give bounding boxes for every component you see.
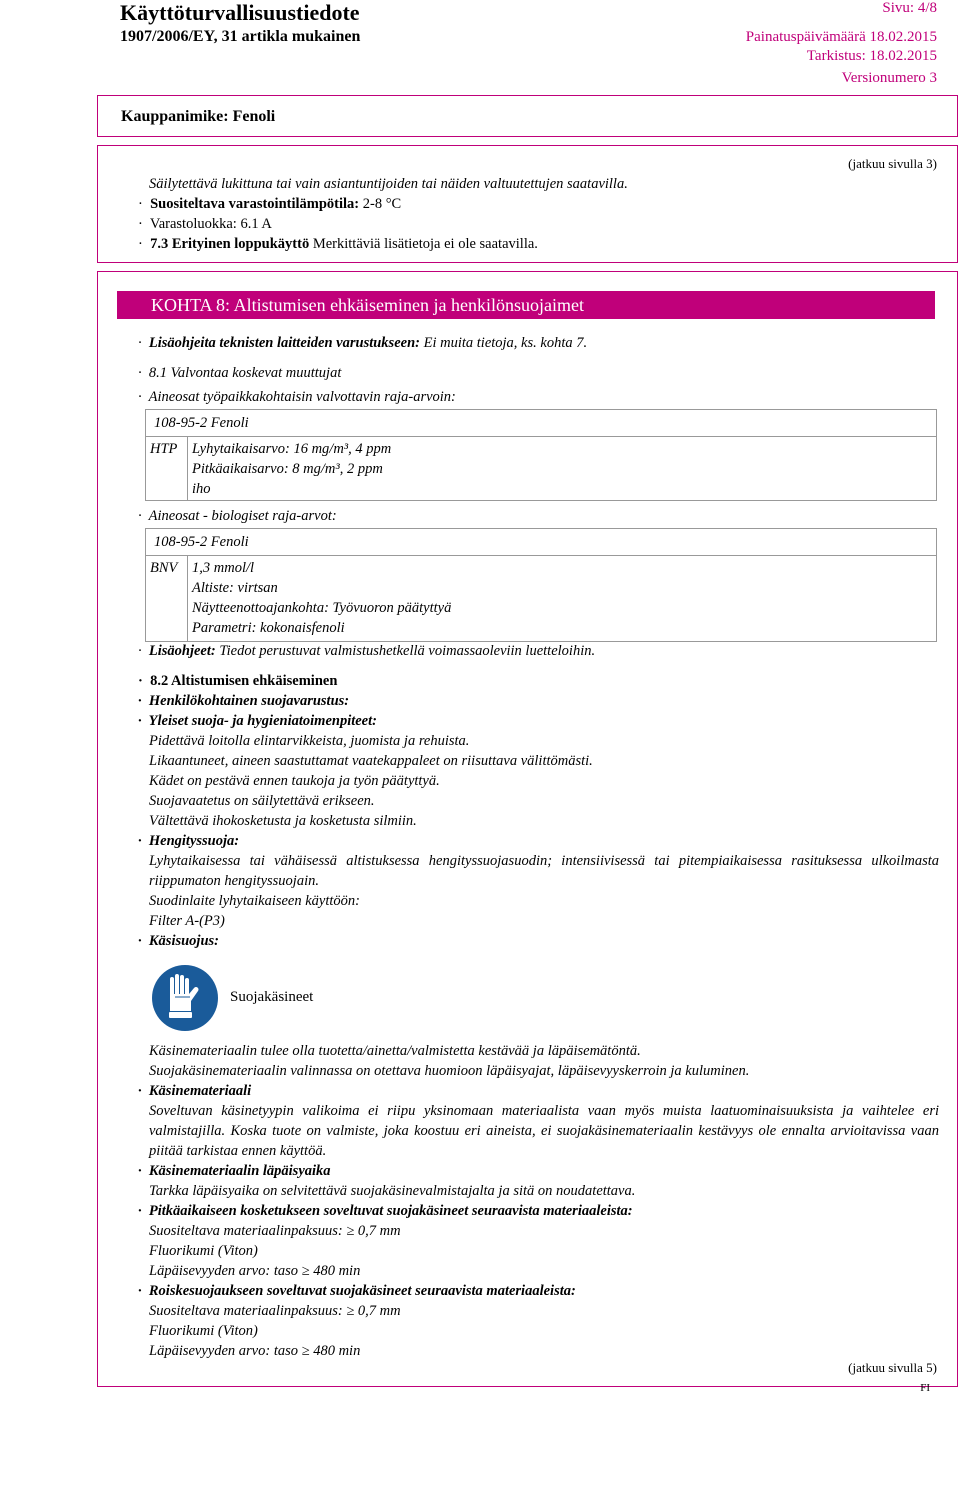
print-date: Painatuspäivämäärä 18.02.2015 xyxy=(745,29,937,45)
hygiene-line: Likaantuneet, aineen saastuttamat vaatekappaleet on riisuttava välittömästi. xyxy=(149,753,593,769)
long-label-text: Pitkäaikaiseen kosketukseen soveltuvat suojakäsineet seuraavista materiaaleista: xyxy=(148,1203,633,1219)
hygiene-line: Pidettävä loitolla elintarvikkeista, juomista ja rehuista. xyxy=(149,733,470,749)
end-use-label: 7.3 Erityinen loppukäyttö xyxy=(150,236,310,252)
resp-label-text: Hengityssuoja: xyxy=(148,833,240,849)
hygiene-label-text: Yleiset suoja- ja hygieniatoimenpiteet: xyxy=(148,713,377,729)
bio-limits-label xyxy=(138,506,337,526)
bio-limits-table xyxy=(145,528,937,642)
continued-to: (jatkuu sivulla 5) xyxy=(848,1360,937,1375)
bio-label-text: Aineosat - biologiset raja-arvot: xyxy=(148,508,337,524)
respiratory-label xyxy=(138,831,239,851)
exposure-limits-table xyxy=(145,409,937,501)
section8-heading: KOHTA 8: Altistumisen ehkäiseminen ja henkilönsuojaimet xyxy=(151,295,585,315)
glove-requirement: Käsinemateriaalin tulee olla tuotetta/ainetta/valmistetta kestävää ja läpäisemätöntä. xyxy=(149,1043,641,1059)
penetration-text: Tarkka läpäisyaika on selvitettävä suojakäsinevalmistajalta ja sitä on noudatettava. xyxy=(149,1183,636,1199)
long-contact-line: Suositeltava materiaalinpaksuus: ≥ 0,7 mm xyxy=(149,1223,401,1239)
splash-line: Fluorikumi (Viton) xyxy=(149,1323,258,1339)
htp-skin: iho xyxy=(192,481,211,497)
section-8-2-title: 8.2 Altistumisen ehkäiseminen xyxy=(150,673,338,689)
respiratory-text: Lyhytaikaisessa tai vähäisessä altistuksessa hengityssuojasuodin; intensiivisessä tai pitempiaikaisessa rasituksessa ulkoilmasta riippumaton hengityssuojain. xyxy=(149,853,939,889)
hand-label-text: Käsisuojus: xyxy=(148,933,219,949)
ppe-label xyxy=(138,691,349,711)
storage-class-value: 6.1 A xyxy=(240,216,272,232)
storage-temp-label: Suositeltava varastointilämpötila: xyxy=(150,196,360,212)
penetration-label xyxy=(138,1161,331,1181)
tech-label: Lisäohjeita teknisten laitteiden varustukseen: xyxy=(148,335,420,351)
htp-short-term: Lyhytaikaisarvo: 16 mg/m³, 4 ppm xyxy=(192,441,392,457)
section-8-1-heading xyxy=(138,363,341,383)
language-code: FI xyxy=(920,1382,930,1394)
penetration-label-text: Käsinemateriaalin läpäisyaika xyxy=(148,1163,331,1179)
hygiene-line: Vältettävä ihokosketusta ja kosketusta silmiin. xyxy=(149,813,417,829)
storage-class-label: Varastoluokka: xyxy=(149,216,237,232)
material-label-text: Käsinemateriaali xyxy=(148,1083,252,1099)
info-value: Tiedot perustuvat valmistushetkellä voimassaoleviin luetteloihin. xyxy=(219,643,596,659)
tech-measures xyxy=(138,333,587,353)
bnv-value: 1,3 mmol/l xyxy=(192,560,255,576)
htp-code: HTP xyxy=(150,441,178,457)
splash-label xyxy=(138,1281,576,1301)
limits-substance: 108-95-2 Fenoli xyxy=(154,415,249,431)
end-use-value: Merkittäviä lisätietoja ei ole saatavilla. xyxy=(312,236,538,252)
ppe-label-text: Henkilökohtainen suojavarustus: xyxy=(148,693,350,709)
long-contact-label xyxy=(138,1201,633,1221)
info-label: Lisäohjeet: xyxy=(148,643,216,659)
splash-label-text: Roiskesuojaukseen soveltuvat suojakäsineet seuraavista materiaaleista: xyxy=(148,1283,576,1299)
htp-long-term: Pitkäaikaisarvo: 8 mg/m³, 2 ppm xyxy=(192,461,383,477)
bnv-code: BNV xyxy=(150,560,178,576)
specific-end-use xyxy=(138,234,538,254)
long-contact-line: Läpäisevyyden arvo: taso ≥ 480 min xyxy=(149,1263,361,1279)
section-8-2-heading xyxy=(138,671,337,691)
trade-name: Kauppanimike: Fenoli xyxy=(121,108,276,125)
hand-protection-label xyxy=(138,931,219,951)
section7-continuation-box xyxy=(97,145,958,263)
revision-date: Tarkistus: 18.02.2015 xyxy=(806,48,937,64)
glove-requirement: Suojakäsinemateriaalin valinnassa on otettava huomioon läpäisyajat, läpäisevyyskerroin ja kuluminen. xyxy=(149,1063,750,1079)
filter-value: Filter A-(P3) xyxy=(149,913,225,929)
exposure-limits-label xyxy=(138,387,456,407)
long-contact-line: Fluorikumi (Viton) xyxy=(149,1243,258,1259)
bnv-parameter: Parametri: kokonaisfenoli xyxy=(192,620,345,636)
splash-line: Läpäisevyyden arvo: taso ≥ 480 min xyxy=(149,1343,361,1359)
document-title: Käyttöturvallisuustiedote xyxy=(120,0,360,25)
bnv-sampling: Näytteenottoajankohta: Työvuoron päätyttyä xyxy=(192,600,452,616)
gloves-caption: Suojakäsineet xyxy=(230,989,314,1005)
trade-name-box xyxy=(97,95,958,137)
bio-substance: 108-95-2 Fenoli xyxy=(154,534,249,550)
gloves-icon xyxy=(151,964,219,1032)
storage-temp-value: 2-8 °C xyxy=(362,196,402,212)
storage-temperature xyxy=(138,194,401,214)
limits-label-text: Aineosat työpaikkakohtaisin valvottavin raja-arvoin: xyxy=(148,389,456,405)
bnv-matrix: Altiste: virtsan xyxy=(192,580,278,596)
section-8-1-title: 8.1 Valvontaa koskevat muuttujat xyxy=(148,365,342,381)
hygiene-line: Suojavaatetus on säilytettävä erikseen. xyxy=(149,793,375,809)
version-number: Versionumero 3 xyxy=(841,70,937,86)
glove-material-text: Soveltuvan käsinetyypin valikoima ei riipu yksinomaan materiaalista vaan myös muista laatuominaisuuksista ja vaihtelee eri valmistajilla. Koska tuote on valmiste, joka koostuu eri aineista, ei suojakäsinemateriaalin kestävyys ole ennalta arvioitavissa vaan piitää tarkistaa ennen käyttöä. xyxy=(149,1103,939,1159)
hygiene-label xyxy=(138,711,377,731)
section8-box xyxy=(97,271,958,1387)
filter-label: Suodinlaite lyhytaikaiseen käyttöön: xyxy=(149,893,360,909)
hygiene-line: Kädet on pestävä ennen taukoja ja työn päätyttyä. xyxy=(149,773,440,789)
splash-line: Suositeltava materiaalinpaksuus: ≥ 0,7 mm xyxy=(149,1303,401,1319)
tech-value: Ei muita tietoja, ks. kohta 7. xyxy=(423,335,588,351)
additional-info xyxy=(138,641,595,661)
glove-material-label xyxy=(138,1081,251,1101)
storage-line: Säilytettävä lukittuna tai vain asiantuntijoiden tai näiden valtuutettujen saatavilla. xyxy=(149,176,628,192)
section8-heading-bar xyxy=(117,291,935,319)
continued-from: (jatkuu sivulla 3) xyxy=(848,156,937,171)
regulation: 1907/2006/EY, 31 artikla mukainen xyxy=(120,28,361,45)
storage-class xyxy=(138,214,272,234)
page-number: Sivu: 4/8 xyxy=(882,0,937,16)
